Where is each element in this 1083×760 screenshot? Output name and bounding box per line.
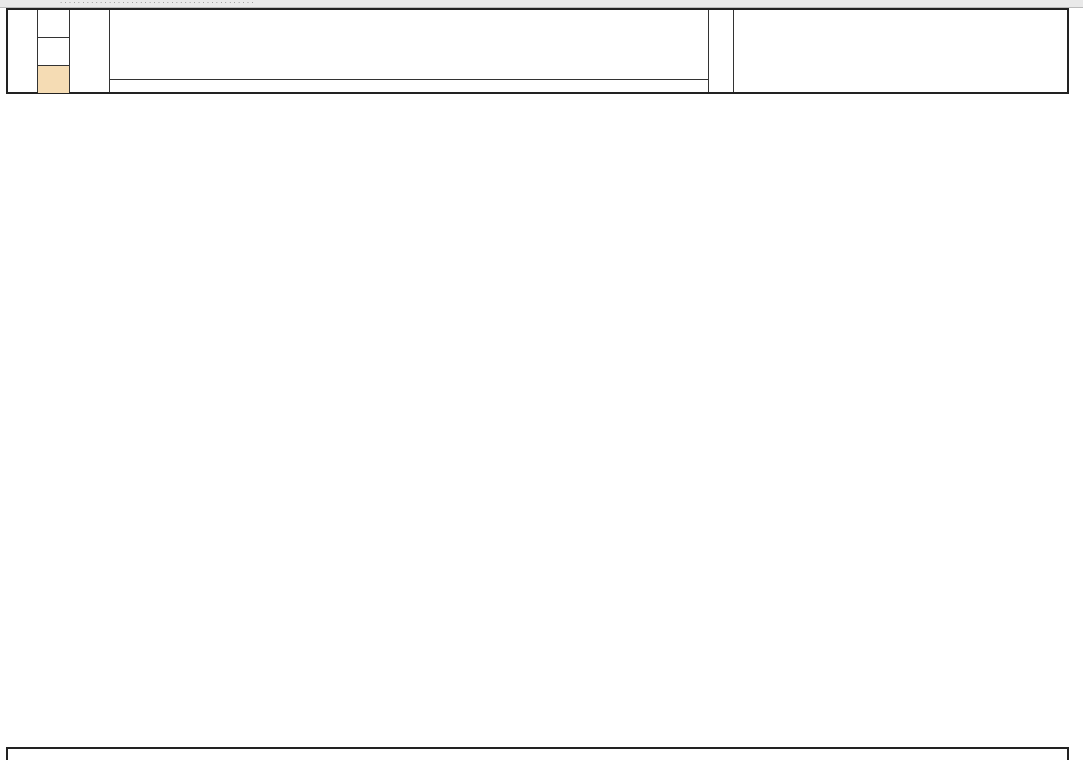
bottom-edge <box>6 747 1069 760</box>
prediction-label <box>70 10 110 92</box>
round-label <box>8 10 38 92</box>
sheet-header <box>6 8 1069 94</box>
notice-area <box>110 10 708 80</box>
machine-labels <box>38 10 70 92</box>
machine-2 <box>38 38 69 66</box>
machine-1 <box>38 10 69 38</box>
column-numbers <box>110 80 708 94</box>
machine-3 <box>38 66 69 93</box>
dang-label <box>708 10 734 92</box>
top-strip-text: · · · · · · · · · · · · · · · · · · · · · · · · · · · · · · · · · · · · · · · · · · · · <box>60 0 254 7</box>
top-strip <box>0 0 1083 8</box>
